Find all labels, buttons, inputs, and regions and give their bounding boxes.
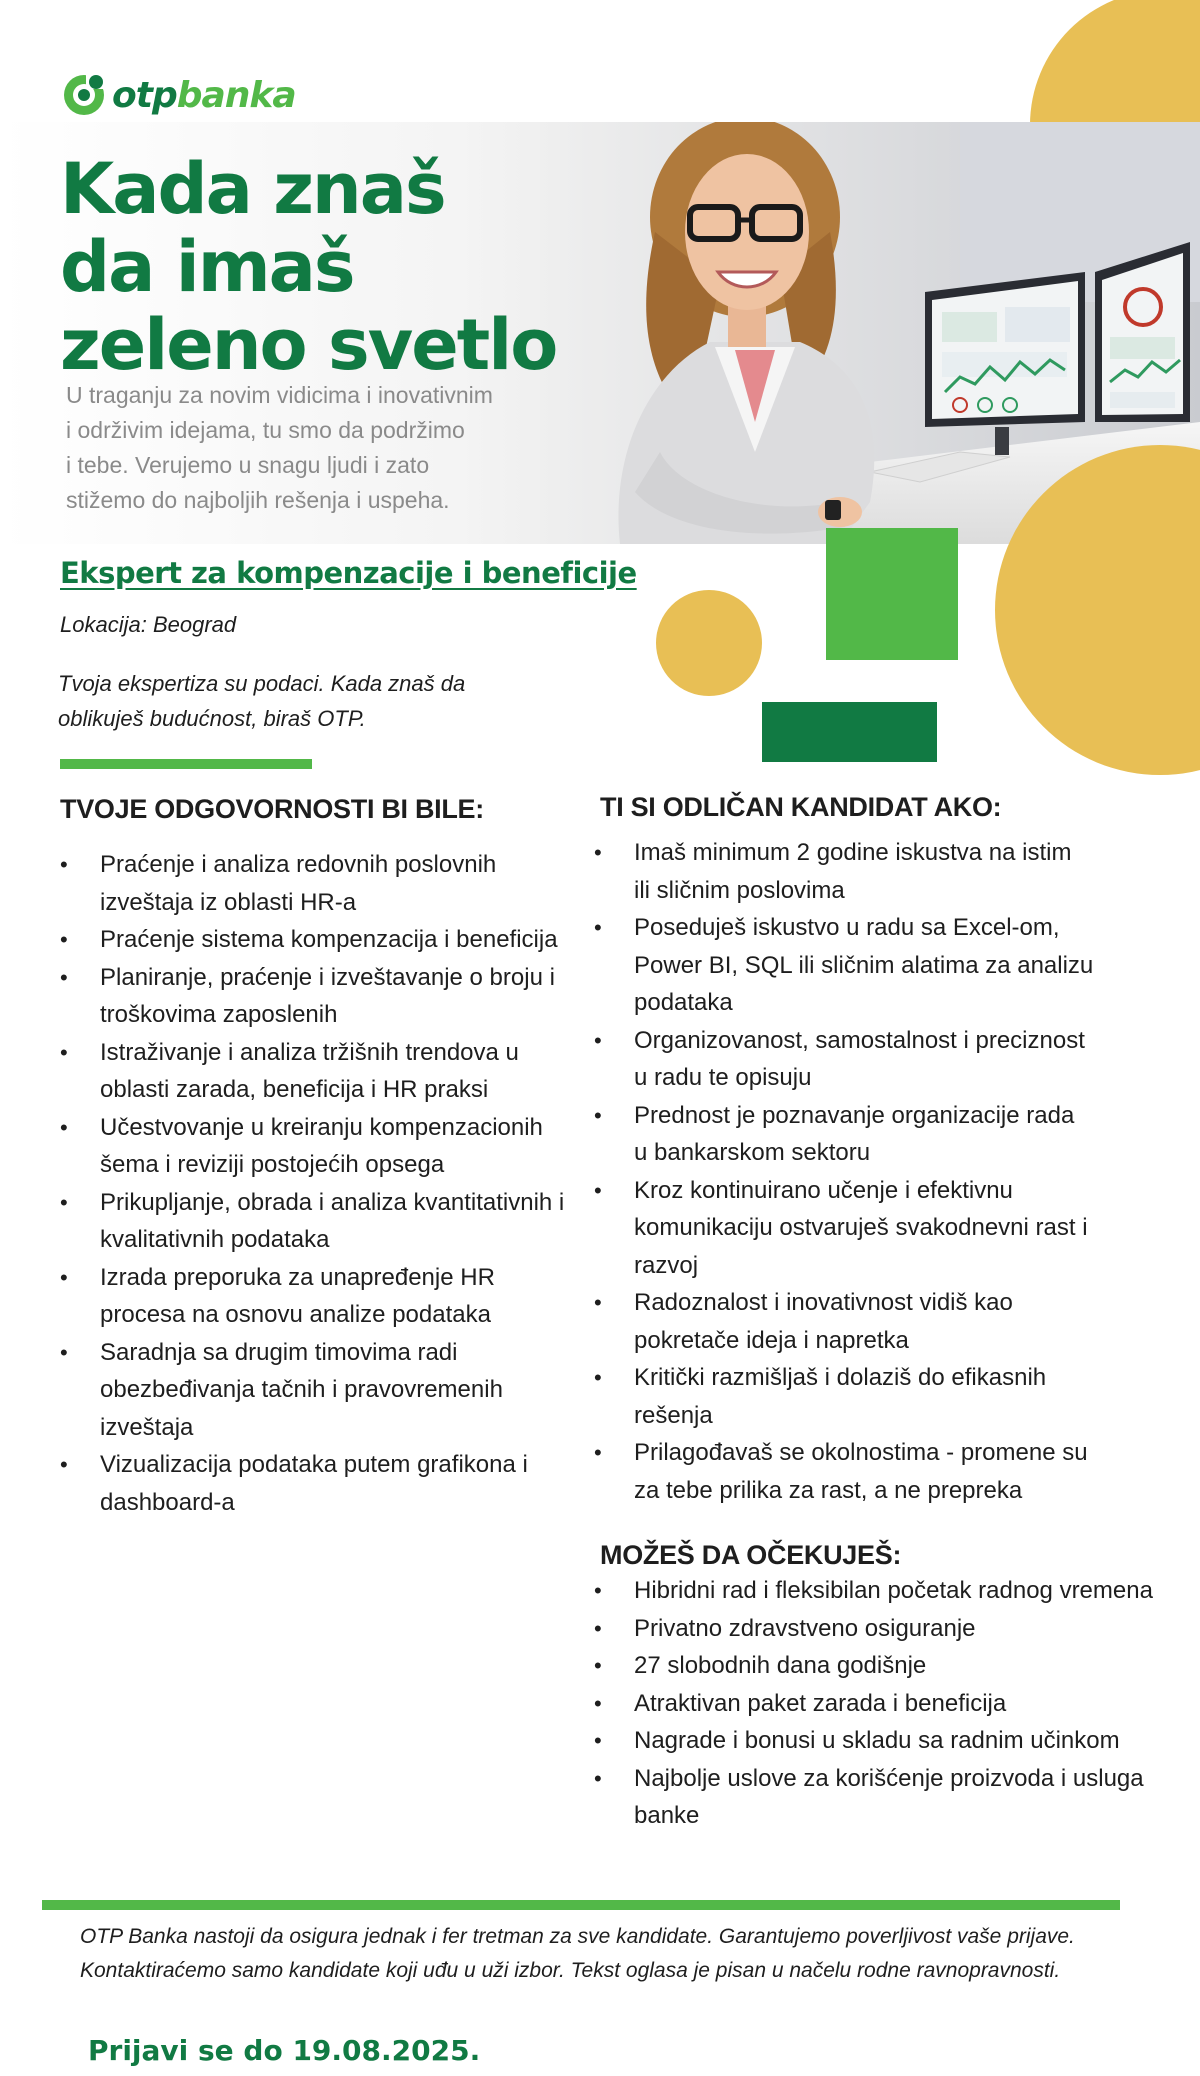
job-location: Lokacija: Beograd bbox=[60, 612, 237, 637]
intro-text bbox=[66, 378, 586, 518]
monitor-right bbox=[1095, 242, 1190, 422]
intro-line: stižemo do najboljih rešenja i uspeha. bbox=[66, 487, 450, 513]
intro-line: U traganju za novim vidicima i inovativnim bbox=[66, 382, 493, 408]
list-item: • Nagrade i bonusi u skladu sa radnim učinkom bbox=[594, 1722, 1164, 1760]
list-item: • Radoznalost i inovativnost vidiš kao pokretače ideja i napretka bbox=[594, 1284, 1094, 1359]
list-item: • Kritički razmišljaš i dolaziš do efikasnih rešenja bbox=[594, 1359, 1094, 1434]
list-item: • Vizualizacija podataka putem grafikona i dashboard-a bbox=[60, 1446, 570, 1521]
headline-line: Kada znaš bbox=[60, 148, 445, 230]
list-item: • Imaš minimum 2 godine iskustva na istim ili sličnim poslovima bbox=[594, 834, 1094, 909]
decor-green-square bbox=[826, 528, 958, 660]
decor-dark-green-rectangle bbox=[762, 702, 937, 762]
list-item: • Poseduješ iskustvo u radu sa Excel-om, Power BI, SQL ili sličnim alatima za analizu podataka bbox=[594, 909, 1094, 1022]
job-tagline bbox=[58, 666, 578, 736]
headline bbox=[60, 150, 620, 384]
otp-logo-icon bbox=[62, 73, 106, 117]
divider-bar-short bbox=[60, 759, 312, 769]
headline-line: zeleno svetlo bbox=[60, 304, 557, 386]
divider-bar-long bbox=[42, 1900, 1120, 1910]
candidate-list bbox=[594, 834, 1094, 1509]
intro-line: i održivim idejama, tu smo da podržimo bbox=[66, 417, 465, 443]
otp-banka-logo bbox=[62, 70, 296, 120]
list-item: • Planiranje, praćenje i izveštavanje o broju i troškovima zaposlenih bbox=[60, 959, 570, 1034]
list-item: • Najbolje uslove za korišćenje proizvoda i usluga banke bbox=[594, 1760, 1164, 1835]
responsibilities-heading: TVOJE ODGOVORNOSTI BI BILE: bbox=[60, 794, 484, 824]
list-item: • 27 slobodnih dana godišnje bbox=[594, 1647, 1164, 1685]
list-item: • Praćenje i analiza redovnih poslovnih izveštaja iz oblasti HR-a bbox=[60, 846, 570, 921]
list-item: • Izrada preporuka za unapređenje HR procesa na osnovu analize podataka bbox=[60, 1259, 570, 1334]
list-item: • Prikupljanje, obrada i analiza kvantitativnih i kvalitativnih podataka bbox=[60, 1184, 570, 1259]
logo-wordmark: otpbanka bbox=[112, 74, 296, 116]
list-item: • Prednost je poznavanje organizacije rada u bankarskom sektoru bbox=[594, 1097, 1094, 1172]
list-item: • Praćenje sistema kompenzacija i beneficija bbox=[60, 921, 570, 959]
headline-line: da imaš bbox=[60, 226, 354, 308]
benefits-list bbox=[594, 1572, 1164, 1835]
list-item: • Hibridni rad i fleksibilan početak radnog vremena bbox=[594, 1572, 1164, 1610]
job-title: Ekspert za kompenzacije i beneficije bbox=[60, 556, 637, 590]
intro-line: i tebe. Verujemo u snagu ljudi i zato bbox=[66, 452, 430, 478]
list-item: • Privatno zdravstveno osiguranje bbox=[594, 1610, 1164, 1648]
list-item: • Kroz kontinuirano učenje i efektivnu komunikaciju ostvaruješ svakodnevni rast i razvoj bbox=[594, 1172, 1094, 1285]
tagline-line: oblikuješ budućnost, biraš OTP. bbox=[58, 706, 366, 731]
tagline-line: Tvoja ekspertiza su podaci. Kada znaš da bbox=[58, 671, 466, 696]
apply-deadline: Prijavi se do 19.08.2025. bbox=[88, 2034, 481, 2067]
equal-opportunity-disclaimer: OTP Banka nastoji da osigura jednak i fer tretman za sve kandidate. Garantujemo poverljivost vaše prijave. Kontaktiraćemo samo kandidate koji uđu u uži izbor. Tekst oglasa je pisan u načelu rodne ravnopravnosti. bbox=[80, 1925, 1075, 1982]
list-item: • Atraktivan paket zarada i beneficija bbox=[594, 1685, 1164, 1723]
list-item: • Učestvovanje u kreiranju kompenzacionih šema i reviziji postojećih opsega bbox=[60, 1109, 570, 1184]
list-item: • Organizovanost, samostalnost i preciznost u radu te opisuju bbox=[594, 1022, 1094, 1097]
responsibilities-list bbox=[60, 846, 570, 1521]
candidate-heading: TI SI ODLIČAN KANDIDAT AKO: bbox=[600, 792, 1002, 822]
decor-circle-small bbox=[656, 590, 762, 696]
benefits-heading: MOŽEŠ DA OČEKUJEŠ: bbox=[600, 1540, 902, 1570]
list-item: • Istraživanje i analiza tržišnih trendova u oblasti zarada, beneficija i HR praksi bbox=[60, 1034, 570, 1109]
list-item: • Prilagođavaš se okolnostima - promene su za tebe prilika za rast, a ne prepreka bbox=[594, 1434, 1094, 1509]
list-item: • Saradnja sa drugim timovima radi obezbeđivanja tačnih i pravovremenih izveštaja bbox=[60, 1334, 570, 1447]
